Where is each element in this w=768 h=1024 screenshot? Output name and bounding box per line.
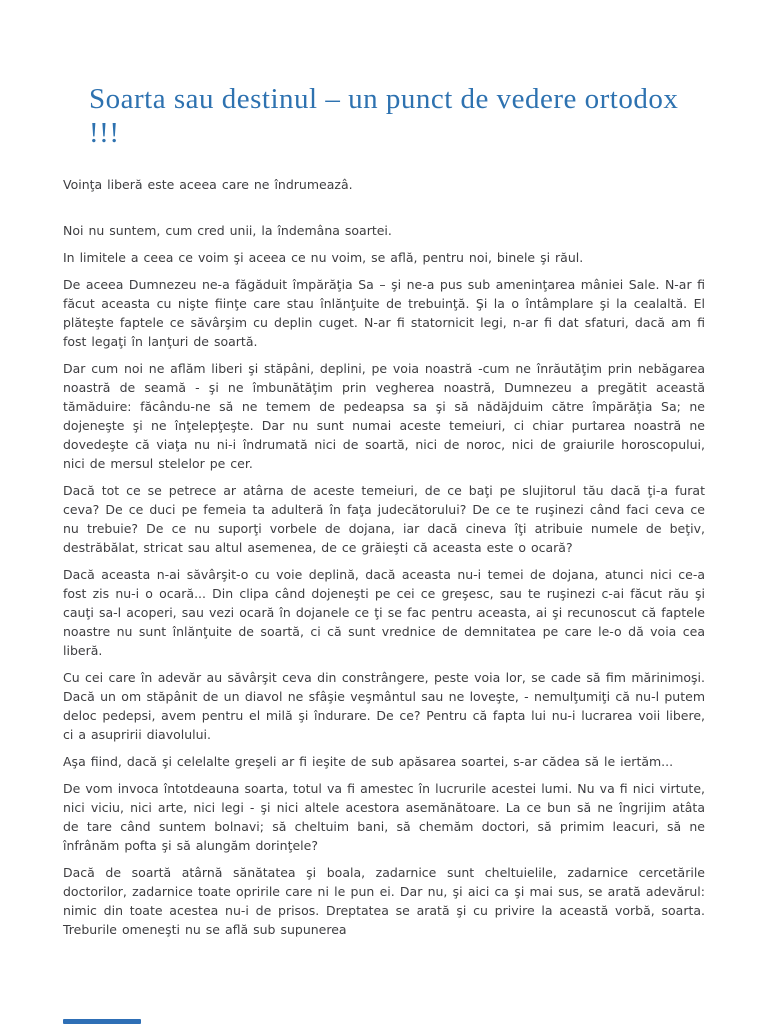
document-paragraph: Dacă tot ce se petrece ar atârna de aceste temeiuri, de ce baţi pe slujitorul tău dacă ţi-a furat ceva? De ce duci pe femeia ta adulteră în faţa judecătorului? De ce te ruşinezi când faci ceva ce nu trebuie? De ce nu suporţi vorbele de dojana, iar dacă cineva îţi atribuie numele de beţiv, destrăbălat, stricat sau altul asemenea, de ce grăieşti că aceasta este o ocară? [63, 483, 705, 555]
document-paragraph: Cu cei care în adevăr au săvârşit ceva din constrângere, peste voia lor, se cade să fim mărinimoşi. Dacă un om stăpânit de un diavol ne sfâşie veşmântul sau ne loveşte, - nemulţumiţi că nu-l putem deloc pedepsi, avem pentru el milă şi îndurare. De ce? Pentru că fapta lui nu-i lucrarea voii libere, ci a asupririi diavolului. [63, 670, 705, 742]
document-paragraph: Voinţa liberă este aceea care ne îndrumeazâ. [63, 177, 353, 192]
document-paragraph: Dacă de soartă atârnă sănătatea şi boala, zadarnice sunt cheltuielile, zadarnice cercetările doctorilor, zadarnice toate opririle care ni le pun ei. Dar nu, şi aici ca şi mai sus, se arată adevărul: nimic din toate acestea nu-i de prisos. Dreptatea se arată şi cu privire la această vorbă, soarta. Treburile omeneşti nu se află sub supunerea [63, 865, 705, 937]
document-title: Soarta sau destinul – un punct de vedere ortodox !!! [89, 83, 679, 149]
document-paragraph: Noi nu suntem, cum cred unii, la îndemâna soartei. [63, 223, 392, 238]
next-page-heading-fragment [63, 1019, 141, 1024]
document-body [63, 175, 705, 939]
document-paragraph: De aceea Dumnezeu ne-a făgăduit împărăţia Sa – şi ne-a pus sub ameninţarea mâniei Sale. N-ar fi făcut aceasta cu nişte fiinţe care stau înlănţuite de trebuinţă. Şi la o întâmplare şi la cealaltă. El plăteşte faptele ce săvârşim cu deplin cuget. N-ar fi statornicit legi, n-ar fi dat sfaturi, dacă am fi fost legaţi în lanţuri de soartă. [63, 277, 705, 349]
document-paragraph: Dar cum noi ne aflăm liberi şi stăpâni, deplini, pe voia noastră -cum ne înrăutăţim prin nebăgarea noastră de seamă - şi ne îmbunătăţim prin vegherea noastră, Dumnezeu a pregătit această tămăduire: făcându-ne să ne temem de pedeapsa sa şi să nădăjduim către împărăţia Sa; ne dojeneşte şi ne înţelepţeşte. Dar nu sunt numai aceste temeiuri, ci chiar purtarea noastră ne dovedeşte că viaţa nu ni-i îndrumată nici de soartă, nici de noroc, nici de graiurile horoscopului, nici de mersul stelelor pe cer. [63, 361, 705, 471]
document-paragraph: De vom invoca întotdeauna soarta, totul va fi amestec în lucrurile acestei lumi. Nu va fi nici virtute, nici viciu, nici arte, nici legi - şi nici altele acestora asemănătoare. La ce bun să ne îngrijim atâta de tare când suntem bolnavi; să cheltuim bani, să chemăm doctori, să primim leacuri, să ne înfrânăm pofta şi să alungăm dorinţele? [63, 781, 705, 853]
document-paragraph: In limitele a ceea ce voim şi aceea ce nu voim, se află, pentru noi, binele şi răul. [63, 250, 584, 265]
document-paragraph: Aşa fiind, dacă şi celelalte greşeli ar fi ieşite de sub apăsarea soartei, s-ar cădea să le iertăm... [63, 754, 674, 769]
document-paragraph: Dacă aceasta n-ai săvârşit-o cu voie deplină, dacă aceasta nu-i temei de dojana, atunci nici ce-a fost zis nu-i o ocară... Din clipa când dojeneşti pe cei ce greşesc, sau te ruşinezi c-ai făcut rău şi cauţi sa-l acoperi, sau vezi ocară în dojanele ce ţi se fac pentru aceasta, ai şi recunoscut că faptele noastre nu sunt înlănţuite de soartă, ci că sunt vrednice de demnitatea pe care le-o dă voia cea liberă. [63, 567, 705, 658]
